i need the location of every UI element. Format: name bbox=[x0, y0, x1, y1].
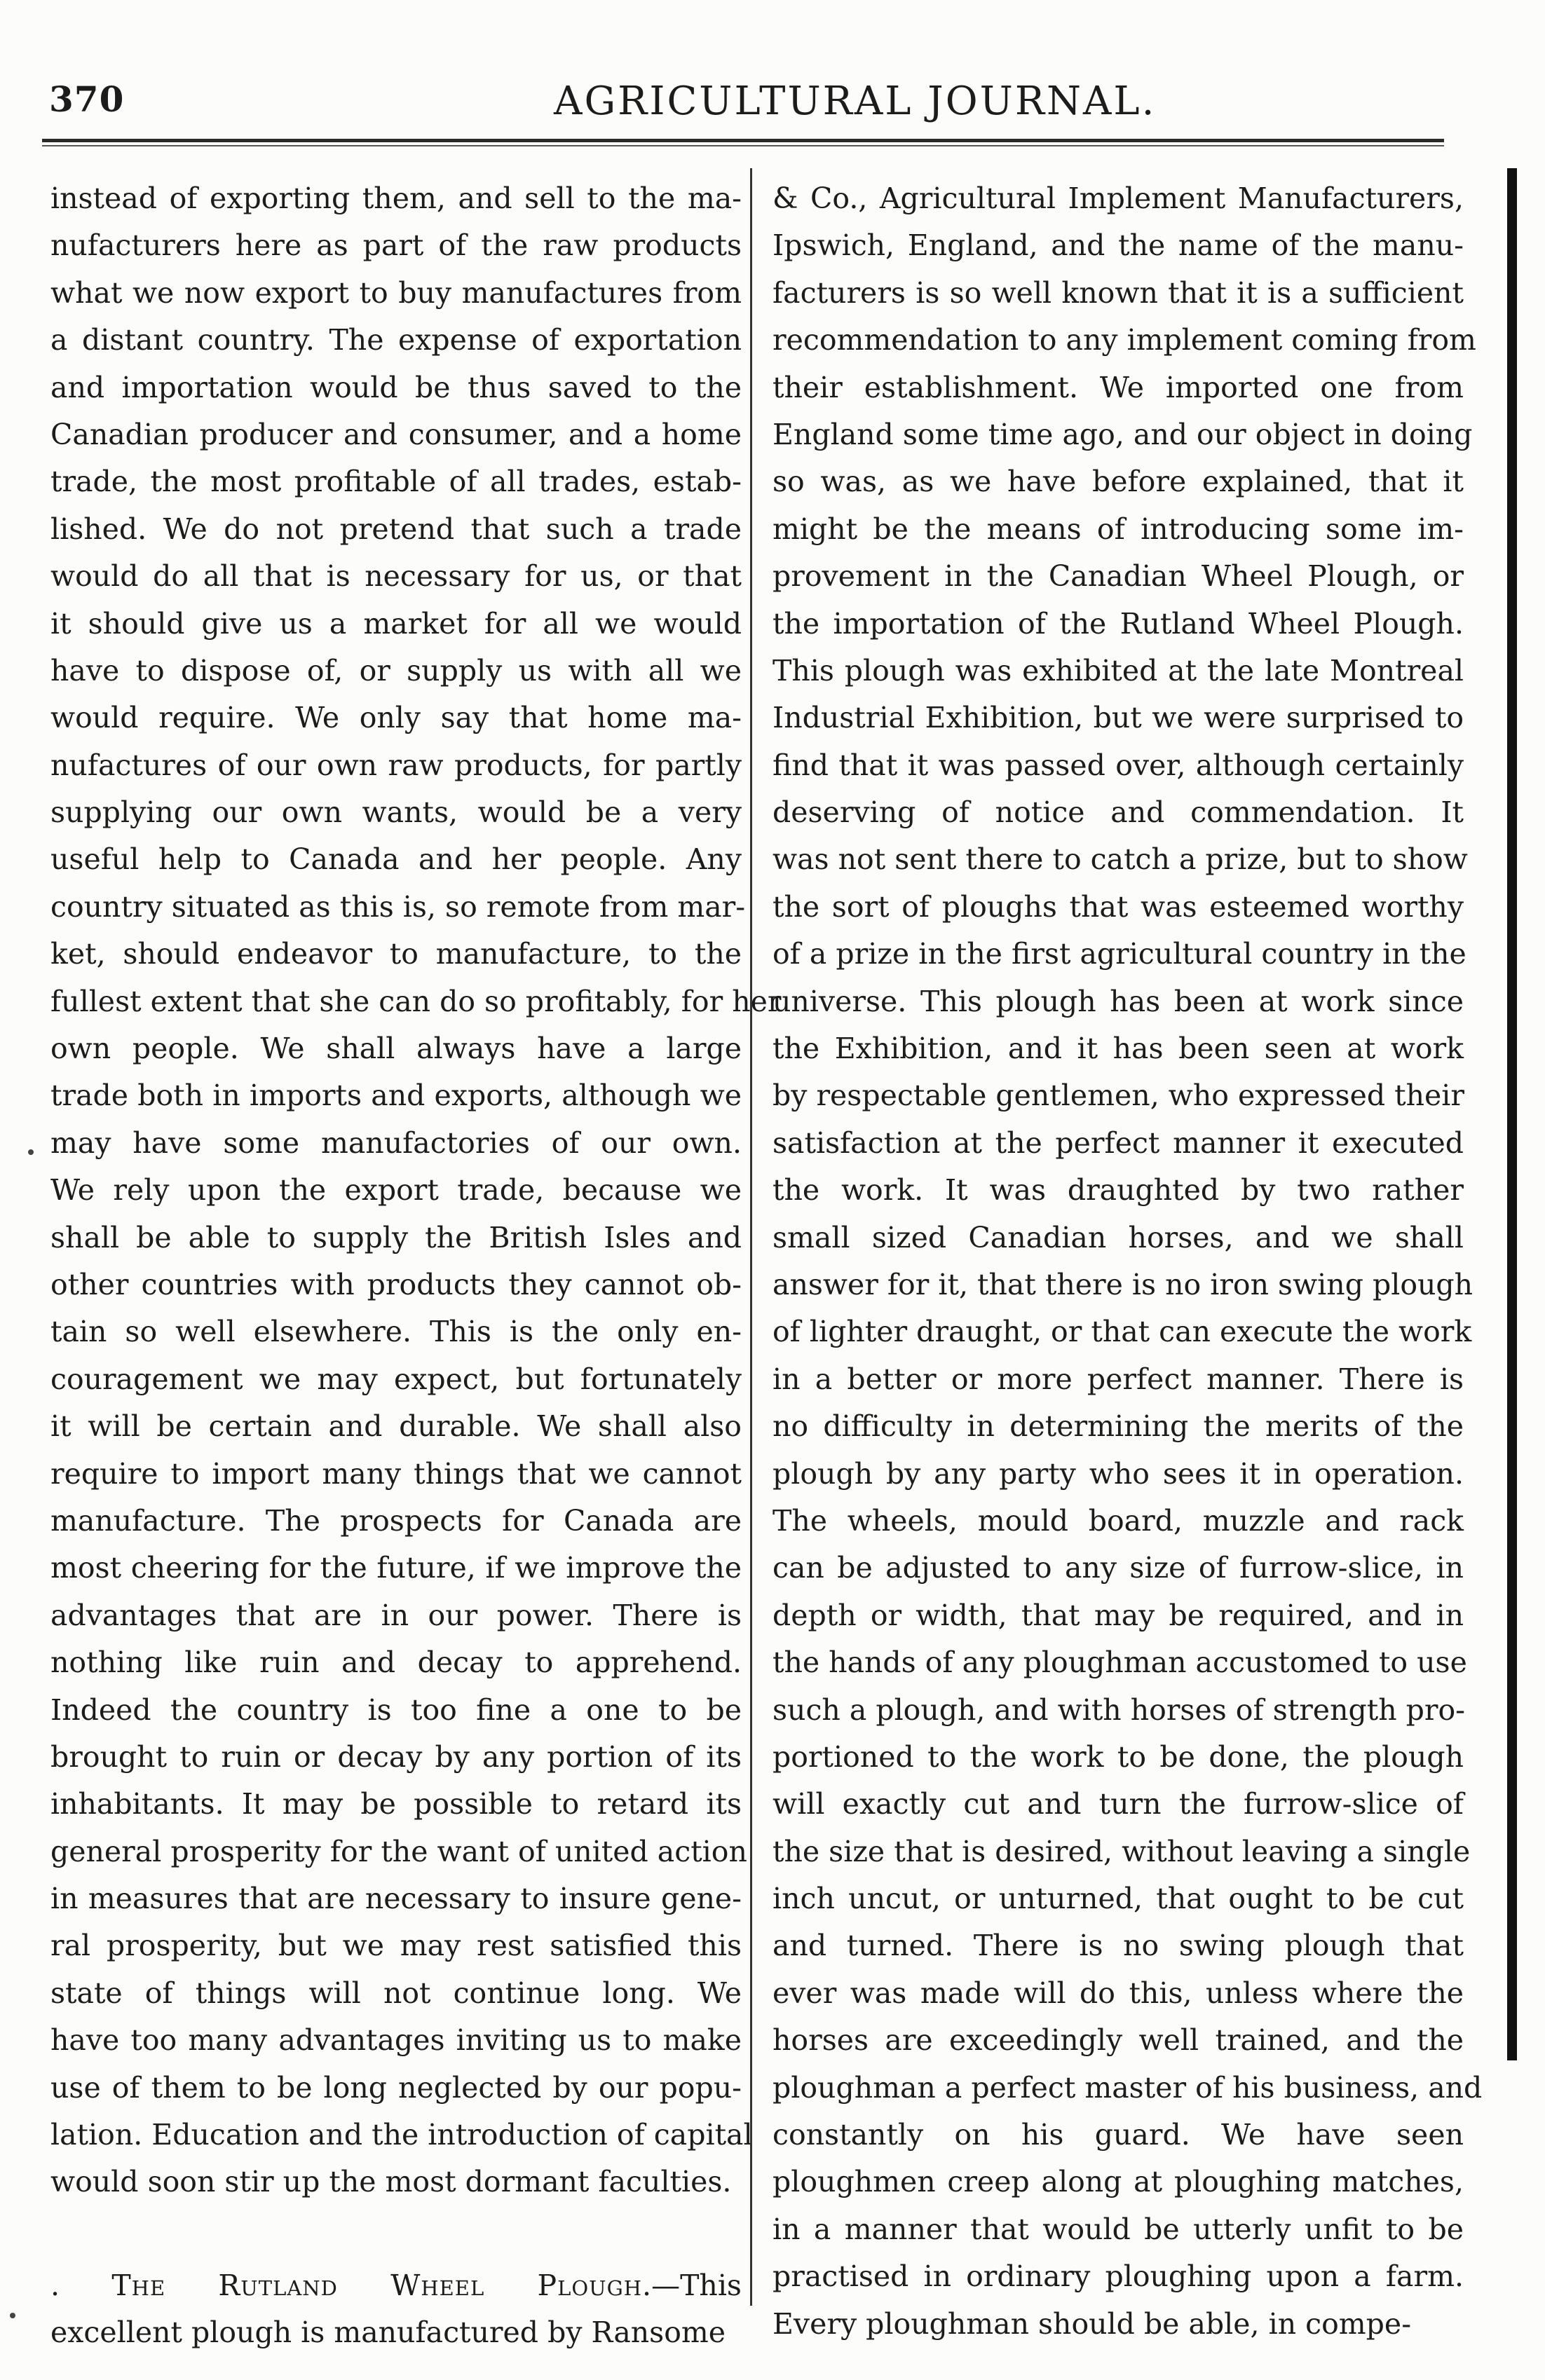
text-line: provement in the Canadian Wheel Plough, or bbox=[772, 559, 1464, 594]
text-line: the sort of ploughs that was esteemed worthy bbox=[772, 889, 1464, 924]
text-line: such a plough, and with horses of strength pro- bbox=[772, 1692, 1466, 1727]
text-line: other countries with products they cannot ob- bbox=[50, 1267, 742, 1301]
text-line: shall be able to supply the British Isles and bbox=[50, 1220, 742, 1254]
text-line: answer for it, that there is no iron swing plough bbox=[772, 1267, 1473, 1301]
text-line: supplying our own wants, would be a very bbox=[50, 795, 742, 830]
print-speck bbox=[28, 1149, 34, 1155]
running-head: AGRICULTURAL JOURNAL. bbox=[554, 78, 1157, 124]
text-line: find that it was passed over, although certainly bbox=[772, 748, 1464, 782]
text-line: facturers is so well known that it is a sufficient bbox=[772, 275, 1464, 310]
header-rule-thin bbox=[42, 145, 1444, 146]
text-line: horses are exceedingly well trained, and the bbox=[772, 2023, 1464, 2058]
text-line: depth or width, that may be required, and in bbox=[772, 1598, 1464, 1632]
text-line: most cheering for the future, if we improve the bbox=[50, 1551, 742, 1585]
header-rule bbox=[42, 139, 1444, 142]
text-line: universe. This plough has been at work since bbox=[772, 984, 1464, 1018]
page-edge-shadow bbox=[1507, 168, 1517, 2060]
paragraph-rutland-plough-intro bbox=[50, 2262, 742, 2357]
text-line: in measures that are necessary to insure gene- bbox=[50, 1882, 742, 1916]
text-line: what we now export to buy manufactures from bbox=[50, 275, 742, 310]
paragraph-home-manufactures bbox=[50, 175, 782, 2206]
text-line: Canadian producer and consumer, and a home bbox=[50, 417, 742, 451]
text-line: brought to ruin or decay by any portion of its bbox=[50, 1739, 742, 1774]
text-line: fullest extent that she can do so profitably, for her bbox=[50, 984, 782, 1018]
text-line: no difficulty in determining the merits of the bbox=[772, 1409, 1464, 1444]
page-number: 370 bbox=[49, 78, 125, 120]
text-line: have too many advantages inviting us to make bbox=[50, 2023, 742, 2058]
text-line: ploughmen creep along at ploughing matches, bbox=[772, 2165, 1464, 2199]
text-line: nufacturers here as part of the raw products bbox=[50, 228, 742, 263]
text-line: of a prize in the first agricultural country in the bbox=[772, 937, 1466, 971]
text-line: country situated as this is, so remote from mar- bbox=[50, 889, 746, 924]
text-line: and importation would be thus saved to the bbox=[50, 370, 742, 404]
text-line: ever was made will do this, unless where the bbox=[772, 1976, 1464, 2010]
paragraph-gap bbox=[50, 2206, 742, 2262]
text-line: nothing like ruin and decay to apprehend. bbox=[50, 1646, 742, 1680]
text-line: recommendation to any implement coming from bbox=[772, 323, 1476, 357]
text-line: their establishment. We imported one from bbox=[772, 370, 1464, 404]
text-line: small sized Canadian horses, and we shall bbox=[772, 1220, 1464, 1254]
text-line: trade both in imports and exports, although we bbox=[50, 1079, 742, 1113]
text-line: ket, should endeavor to manufacture, to the bbox=[50, 937, 742, 971]
text-line: constantly on his guard. We have seen bbox=[772, 2118, 1464, 2152]
text-line: require to import many things that we cannot bbox=[50, 1456, 742, 1491]
text-line: can be adjusted to any size of furrow-slice, in bbox=[772, 1551, 1464, 1585]
text-line: advantages that are in our power. There is bbox=[50, 1598, 742, 1632]
text-line: ploughman a perfect master of his business, and bbox=[772, 2070, 1483, 2105]
text-line: might be the means of introducing some im- bbox=[772, 512, 1464, 546]
text-line: Ipswich, England, and the name of the manu- bbox=[772, 228, 1464, 263]
text-line: use of them to be long neglected by our popu- bbox=[50, 2070, 742, 2105]
text-line: state of things will not continue long. We bbox=[50, 1976, 742, 2010]
text-line: Every ploughman should be able, in compe- bbox=[772, 2306, 1412, 2341]
text-line: inch uncut, or unturned, that ought to be cut bbox=[772, 1882, 1464, 1916]
text-line: plough by any party who sees it in operation. bbox=[772, 1456, 1464, 1491]
text-line: practised in ordinary ploughing upon a farm. bbox=[772, 2259, 1464, 2294]
text-line: lished. We do not pretend that such a trade bbox=[50, 512, 742, 546]
left-column bbox=[50, 175, 782, 2357]
text-line: in a better or more perfect manner. There is bbox=[772, 1362, 1464, 1396]
text-line: & Co., Agricultural Implement Manufacturers, bbox=[772, 182, 1464, 215]
text-line: by respectable gentlemen, who expressed their bbox=[772, 1079, 1464, 1113]
text-line: have to dispose of, or supply us with all we bbox=[50, 653, 742, 688]
text-line: manufacture. The prospects for Canada are bbox=[50, 1503, 742, 1538]
text-line: England some time ago, and our object in doing bbox=[772, 417, 1473, 451]
text-line: it will be certain and durable. We shall also bbox=[50, 1409, 742, 1444]
text-line: satisfaction at the perfect manner it executed bbox=[772, 1126, 1464, 1160]
text-line: This plough was exhibited at the late Montreal bbox=[772, 653, 1464, 688]
text-line: The wheels, mould board, muzzle and rack bbox=[772, 1503, 1464, 1538]
page-header bbox=[49, 78, 1444, 128]
text-line: the Exhibition, and it has been seen at work bbox=[772, 1032, 1464, 1066]
text-line: will exactly cut and turn the furrow-slice of bbox=[772, 1787, 1464, 1821]
text-line: instead of exporting them, and sell to the ma- bbox=[50, 182, 742, 215]
section-heading: The Rutland Wheel Plough bbox=[111, 2268, 643, 2302]
text-line: general prosperity for the want of united action bbox=[50, 1834, 747, 1868]
text-line: it should give us a market for all we would bbox=[50, 606, 742, 641]
text-line: lation. Education and the introduction of capital bbox=[50, 2118, 753, 2152]
text-line: inhabitants. It may be possible to retard its bbox=[50, 1787, 742, 1821]
text-line: may have some manufactories of our own. bbox=[50, 1126, 742, 1160]
text-line: portioned to the work to be done, the plough bbox=[772, 1739, 1464, 1774]
text-line: Industrial Exhibition, but we were surprised to bbox=[772, 701, 1464, 735]
text-line: the size that is desired, without leaving a single bbox=[772, 1834, 1471, 1868]
text-line: and turned. There is no swing plough that bbox=[772, 1929, 1464, 1963]
text-line: would do all that is necessary for us, or that bbox=[50, 559, 742, 594]
text-line: the importation of the Rutland Wheel Plough. bbox=[772, 606, 1464, 641]
text-line: ral prosperity, but we may rest satisfied this bbox=[50, 1929, 742, 1963]
text-line: excellent plough is manufactured by Ransome bbox=[50, 2316, 726, 2350]
text-line: . The Rutland Wheel Plough.—This bbox=[50, 2268, 742, 2302]
text-line: a distant country. The expense of exportation bbox=[50, 323, 742, 357]
text-line: of lighter draught, or that can execute the work bbox=[772, 1315, 1472, 1349]
text-line: useful help to Canada and her people. Any bbox=[50, 842, 742, 877]
column-divider bbox=[750, 168, 752, 2306]
text-line: nufactures of our own raw products, for partly bbox=[50, 748, 742, 782]
text-line: in a manner that would be utterly unfit to be bbox=[772, 2212, 1464, 2246]
text-line: tain so well elsewhere. This is the only en- bbox=[50, 1315, 742, 1349]
text-line: was not sent there to catch a prize, but to show bbox=[772, 842, 1468, 877]
text-line: trade, the most profitable of all trades, estab- bbox=[50, 465, 742, 499]
print-speck bbox=[10, 2313, 15, 2318]
text-line: the hands of any ploughman accustomed to use bbox=[772, 1646, 1467, 1680]
text-line: would soon stir up the most dormant faculties. bbox=[50, 2165, 732, 2199]
text-line: would require. We only say that home ma- bbox=[50, 701, 742, 735]
text-line: Indeed the country is too fine a one to be bbox=[50, 1692, 742, 1727]
text-line: couragement we may expect, but fortunately bbox=[50, 1362, 742, 1396]
right-column bbox=[772, 175, 1483, 2348]
text-line: We rely upon the export trade, because we bbox=[50, 1173, 742, 1208]
text-line: own people. We shall always have a large bbox=[50, 1032, 742, 1066]
text-line: deserving of notice and commendation. It bbox=[772, 795, 1464, 830]
heading-suffix: .—This bbox=[642, 2268, 742, 2302]
text-line: so was, as we have before explained, that it bbox=[772, 465, 1464, 499]
text-line: the work. It was draughted by two rather bbox=[772, 1173, 1464, 1208]
